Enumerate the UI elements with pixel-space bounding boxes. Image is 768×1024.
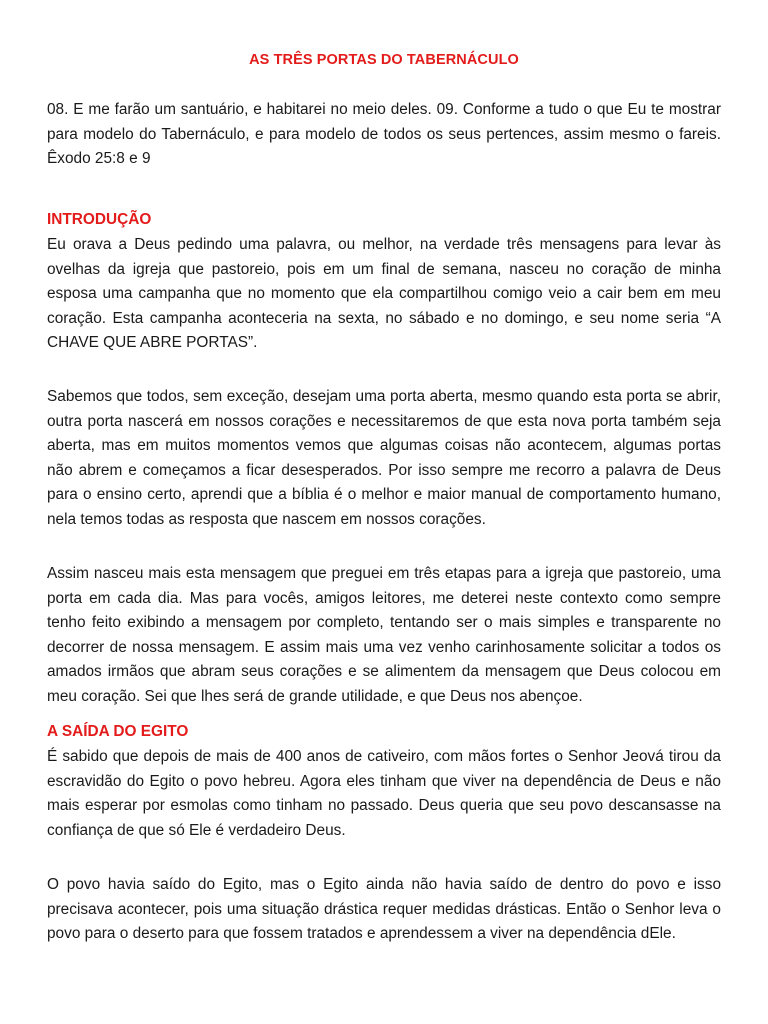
intro-paragraph-3: Assim nasceu mais esta mensagem que preguei em três etapas para a igreja que pastoreio, uma porta em cada dia. Mas para vocês, amigos leitores, me deterei neste contexto como sempre tenho feito exibindo a mensagem por completo, tentando ser o mais simples e transparente no decorrer de nossa mensagem. E assim mais uma vez venho carinhosamente solicitar a todos os amados irmãos que abram seus corações e se alimentem da mensagem que Deus colocou em meu coração. Sei que lhes será de grande utilidade, e que Deus nos abençoe.	[47, 565, 721, 705]
section-heading-saida-do-egito: A SAÍDA DO EGITO	[47, 723, 189, 740]
document-title: AS TRÊS PORTAS DO TABERNÁCULO	[249, 52, 519, 68]
egito-paragraph-2: O povo havia saído do Egito, mas o Egito ainda não havia saído de dentro do povo e isso precisava acontecer, pois uma situação drástica requer medidas drásticas. Então o Senhor leva o povo para o deserto para que fossem tratados e aprendessem a viver na dependência dEle.	[47, 876, 721, 942]
intro-paragraph-1: Eu orava a Deus pedindo uma palavra, ou melhor, na verdade três mensagens para levar às ovelhas da igreja que pastoreio, pois em um final de semana, nasceu no coração de minha esposa uma campanha que no momento que ela compartilhou comigo veio a cair bem em meu coração. Esta campanha aconteceria na sexta, no sábado e no domingo, e seu nome seria “A CHAVE QUE ABRE PORTAS”.	[47, 236, 721, 351]
epigraph-paragraph: 08. E me farão um santuário, e habitarei no meio deles. 09. Conforme a tudo o que Eu te mostrar para modelo do Tabernáculo, e para modelo de todos os seus pertences, assim mesmo o fareis. Êxodo 25:8 e 9	[47, 101, 721, 167]
egito-paragraph-1: É sabido que depois de mais de 400 anos de cativeiro, com mãos fortes o Senhor Jeová tirou da escravidão do Egito o povo hebreu. Agora eles tinham que viver na dependência de Deus e não mais esperar por esmolas como tinham no passado. Deus queria que seu povo descansasse na confiança de que só Ele é verdadeiro Deus.	[47, 748, 721, 839]
intro-paragraph-2: Sabemos que todos, sem exceção, desejam uma porta aberta, mesmo quando esta porta se abrir, outra porta nascerá em nossos corações e necessitaremos de que esta nova porta também seja aberta, mas em muitos momentos vemos que algumas coisas não acontecem, algumas portas não abrem e começamos a ficar desesperados. Por isso sempre me recorro a palavra de Deus para o ensino certo, aprendi que a bíblia é o melhor e maior manual de comportamento humano, nela temos todas as resposta que nascem em nossos corações.	[47, 388, 721, 528]
section-heading-introducao: INTRODUÇÃO	[47, 211, 152, 228]
